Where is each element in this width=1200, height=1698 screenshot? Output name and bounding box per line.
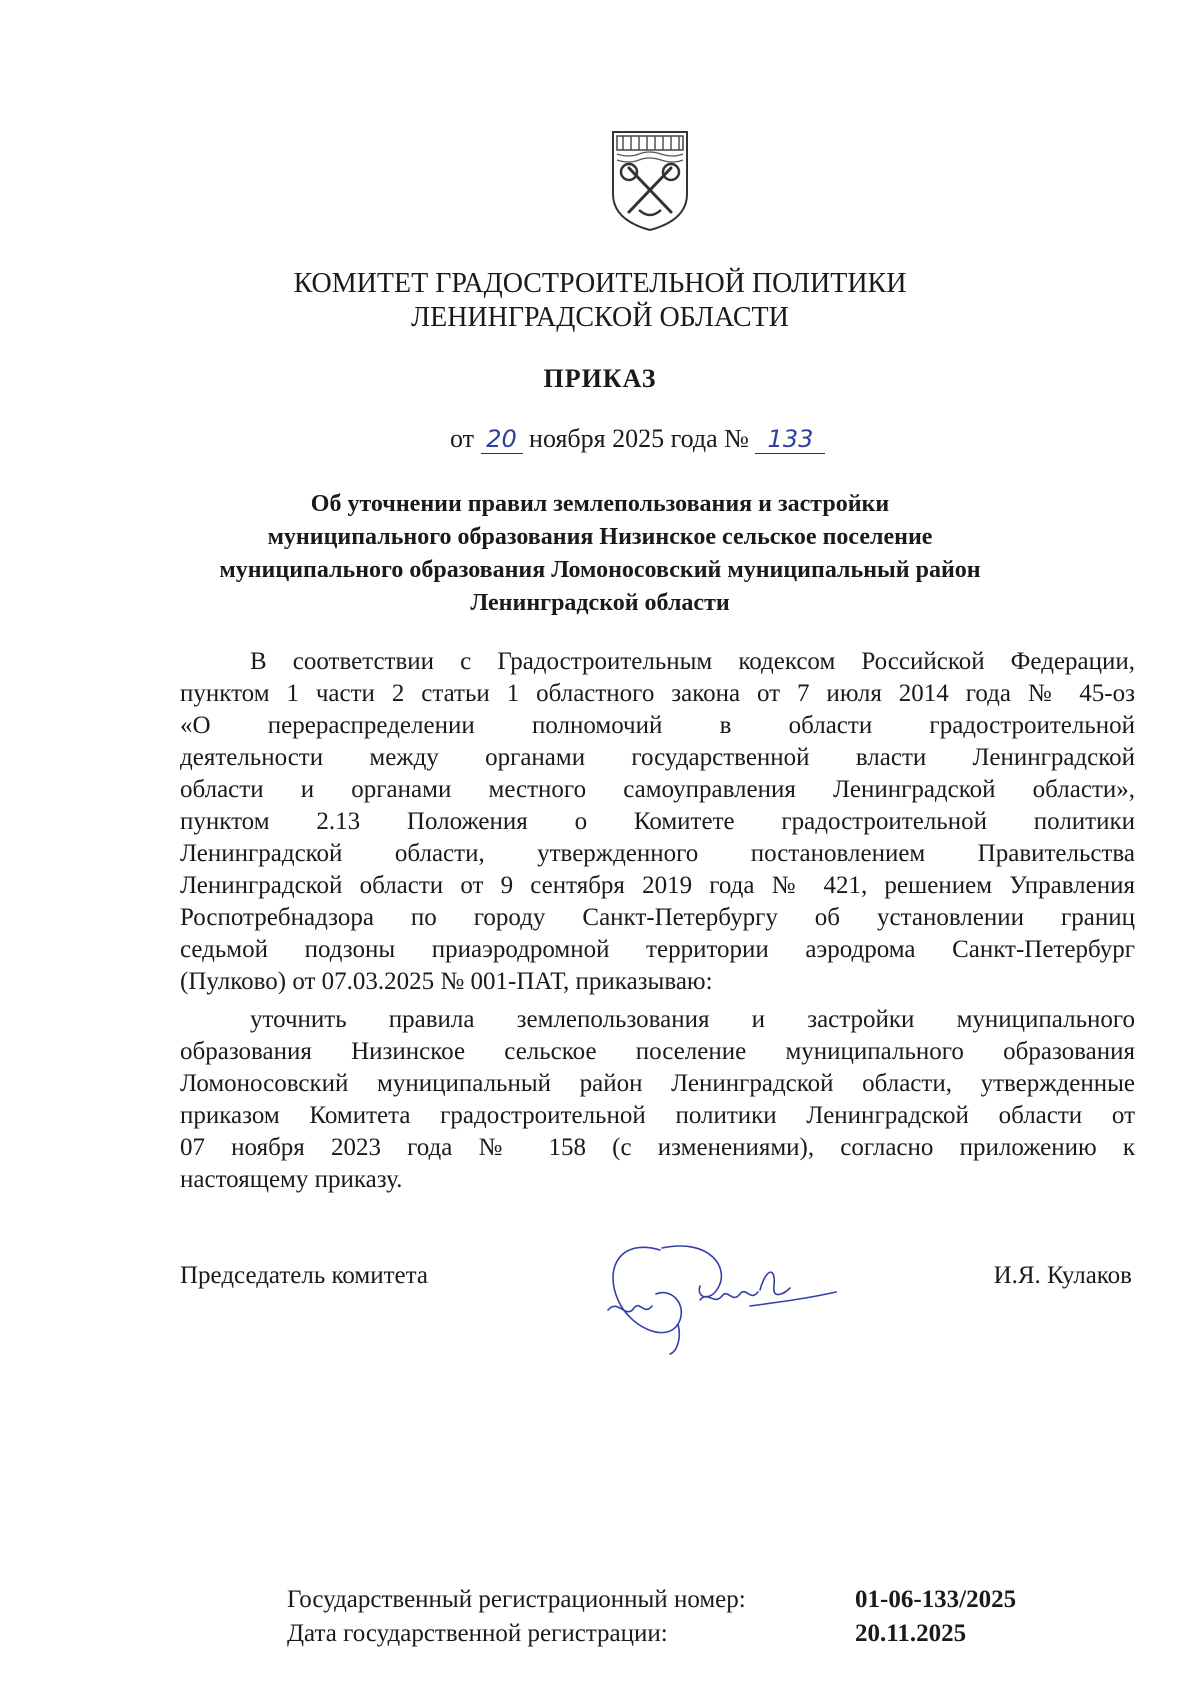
- registration-number-value: 01-06-133/2025: [855, 1586, 1017, 1613]
- body-line: седьмой подзоны приаэродромной территории аэродрома Санкт-Петербург: [180, 936, 1135, 963]
- title-line: муниципального образования Ломоносовский муниципальный район: [219, 557, 981, 583]
- date-line: [450, 424, 825, 454]
- registration-date-label: Дата государственной регистрации:: [287, 1620, 668, 1647]
- document-type: ПРИКАЗ: [543, 364, 657, 393]
- title-line: муниципального образования Низинское сельское поселение: [267, 524, 933, 550]
- body-line: образования Низинское сельское поселение муниципального образования: [180, 1038, 1135, 1065]
- handwritten-signature: [600, 1228, 840, 1358]
- date-text: ноября 2025 года №: [529, 424, 749, 453]
- body-line: пунктом 2.13 Положения о Комитете градостроительной политики: [180, 808, 1135, 835]
- signatory-name: И.Я. Кулаков: [993, 1262, 1132, 1289]
- title-line: Об уточнении правил землепользования и застройки: [310, 491, 890, 517]
- body-line: Ленинградской области от 9 сентября 2019 года № 421, решением Управления: [180, 872, 1135, 899]
- title-line: Ленинградской области: [470, 590, 730, 616]
- body-line: В соответствии с Градостроительным кодексом Российской Федерации,: [250, 648, 1135, 675]
- signatory-role: Председатель комитета: [180, 1262, 428, 1289]
- body-line: уточнить правила землепользования и застройки муниципального: [250, 1006, 1135, 1033]
- coat-of-arms-icon: [609, 128, 691, 232]
- body-line: Роспотребнадзора по городу Санкт-Петербургу об установлении границ: [180, 904, 1135, 931]
- registration-number-label: Государственный регистрационный номер:: [287, 1586, 746, 1613]
- body-line: пунктом 1 части 2 статьи 1 областного закона от 7 июля 2014 года № 45-оз: [180, 680, 1135, 707]
- body-line: области и органами местного самоуправления Ленинградской области»,: [180, 776, 1135, 803]
- handwritten-day: 20: [481, 425, 523, 454]
- org-name-line-1: КОМИТЕТ ГРАДОСТРОИТЕЛЬНОЙ ПОЛИТИКИ: [293, 268, 907, 299]
- body-line: приказом Комитета градостроительной политики Ленинградской области от: [180, 1102, 1135, 1129]
- body-line: (Пулково) от 07.03.2025 № 001-ПАТ, приказываю:: [180, 968, 713, 995]
- body-line: «О перераспределении полномочий в области градостроительной: [180, 712, 1135, 739]
- org-name-line-2: ЛЕНИНГРАДСКОЙ ОБЛАСТИ: [411, 302, 789, 333]
- handwritten-order-number: 133: [755, 425, 825, 454]
- body-line: 07 ноября 2023 года № 158 (с изменениями), согласно приложению к: [180, 1134, 1135, 1161]
- body-line: деятельности между органами государственной власти Ленинградской: [180, 744, 1135, 771]
- body-line: настоящему приказу.: [180, 1166, 403, 1193]
- registration-date-value: 20.11.2025: [855, 1620, 967, 1647]
- body-line: Ломоносовский муниципальный район Ленинградской области, утвержденные: [180, 1070, 1135, 1097]
- body-line: Ленинградской области, утвержденного постановлением Правительства: [180, 840, 1135, 867]
- date-prefix: от: [450, 424, 475, 453]
